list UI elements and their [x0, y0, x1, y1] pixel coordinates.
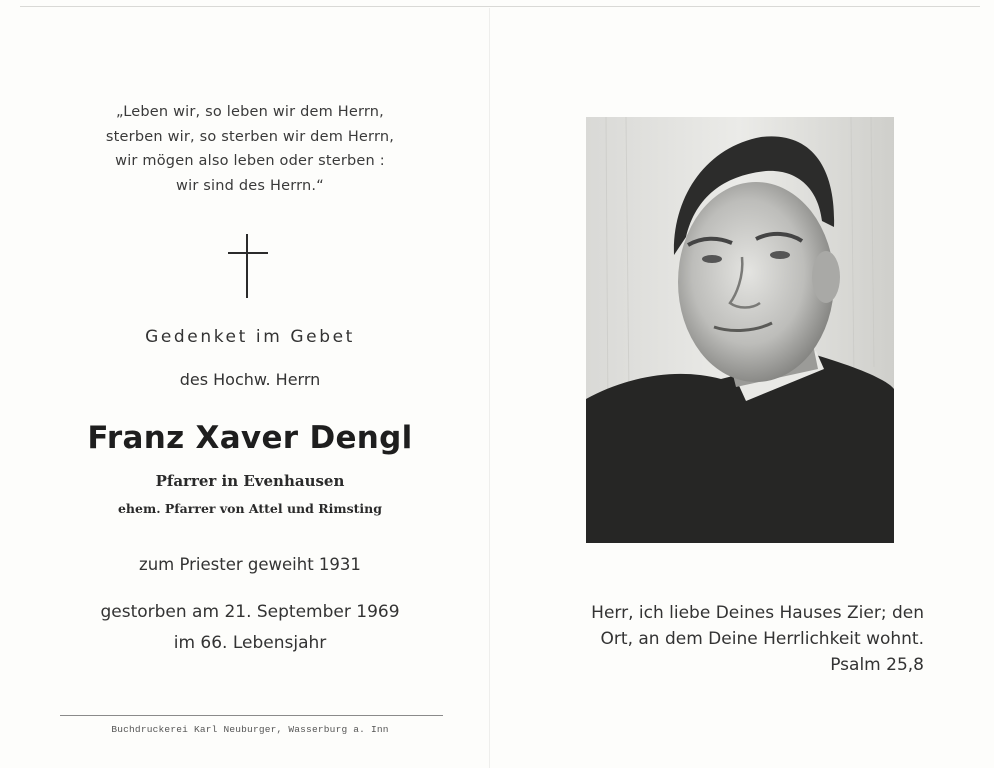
- verse-line: Ort, an dem Deine Herrlichkeit wohnt.: [600, 629, 924, 649]
- verse-reference: Psalm 25,8: [830, 655, 924, 675]
- verse-block: [554, 600, 924, 678]
- verse-line: Herr, ich liebe Deines Hauses Zier; den: [591, 603, 924, 623]
- quote-line: „Leben wir, so leben wir dem Herrn,: [116, 104, 384, 120]
- former-position: ehem. Pfarrer von Attel und Rimsting: [117, 501, 382, 516]
- quote-line: wir sind des Herrn.“: [176, 177, 324, 194]
- left-panel: [30, 0, 470, 768]
- death-date: gestorben am 21. September 1969: [100, 602, 400, 622]
- honorific: des Hochw. Herrn: [179, 370, 321, 389]
- quote-line: wir mögen also leben oder sterben :: [115, 153, 385, 169]
- ordination-line: zum Priester geweiht 1931: [139, 555, 361, 574]
- position: Pfarrer in Evenhausen: [155, 472, 345, 490]
- printer-divider: [60, 715, 443, 716]
- bible-quote: [30, 100, 470, 198]
- portrait-photo: [586, 117, 894, 543]
- printer-credit: Buchdruckerei Karl Neuburger, Wasserburg a. Inn: [111, 724, 389, 735]
- quote-line: sterben wir, so sterben wir dem Herrn,: [105, 128, 395, 145]
- deceased-name: Franz Xaver Dengl: [87, 420, 413, 456]
- cross-icon: [228, 234, 268, 298]
- age-at-death: im 66. Lebensjahr: [173, 633, 327, 653]
- memorial-heading: Gedenket im Gebet: [145, 327, 355, 347]
- right-panel: [490, 0, 994, 768]
